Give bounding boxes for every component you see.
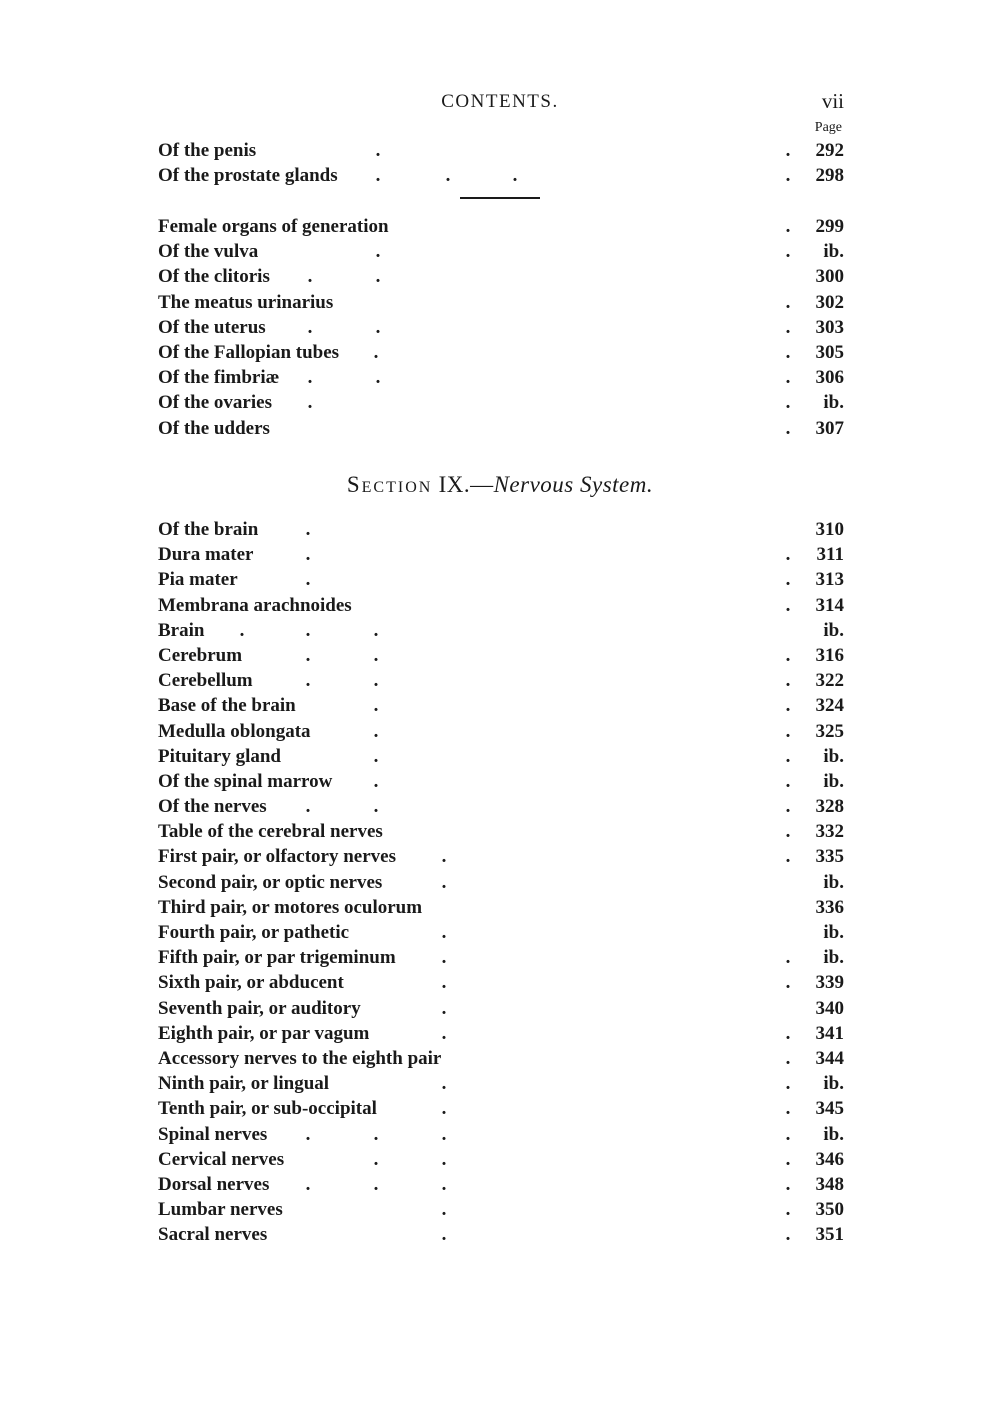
entry-label: Of the prostate glands xyxy=(158,165,338,187)
entry-page: 303 xyxy=(815,316,844,338)
entry-label: The meatus urinarius xyxy=(158,291,334,313)
contents-entry xyxy=(158,542,844,567)
entry-page: ib. xyxy=(823,392,844,414)
contents-entry xyxy=(158,870,844,895)
entry-page: ib. xyxy=(823,241,844,263)
leader-dot: . xyxy=(785,745,791,767)
leader-dot: . xyxy=(785,569,791,591)
entry-label: Of the uterus xyxy=(158,316,266,338)
leader-dot: . xyxy=(785,216,791,237)
contents-entry xyxy=(158,920,844,945)
entry-label: Sacral nerves xyxy=(158,1224,268,1246)
contents-entry xyxy=(158,593,844,618)
entry-label: Table of the cerebral nerves xyxy=(158,821,383,843)
entry-label: Eighth pair, or par vagum xyxy=(158,1022,370,1044)
leader-dot: . xyxy=(441,947,447,969)
entry-page: 299 xyxy=(815,216,844,237)
entry-page: ib. xyxy=(823,922,844,943)
leader-dot: . xyxy=(441,1073,447,1095)
contents-entry xyxy=(158,819,844,844)
entry-label: Pituitary gland xyxy=(158,745,281,767)
leader-dot: . xyxy=(373,720,379,742)
leader-dot: . xyxy=(373,670,379,692)
contents-entry xyxy=(158,844,844,869)
leader-dot: . xyxy=(785,796,791,818)
leader-dot: . xyxy=(785,417,791,439)
leader-dot: . xyxy=(305,1123,311,1145)
entry-label: Of the brain xyxy=(158,519,259,540)
leader-dot: . xyxy=(785,367,791,389)
page-column-label: Page xyxy=(814,120,842,135)
leader-dot: . xyxy=(785,1173,791,1195)
leader-dot: . xyxy=(785,316,791,338)
entry-page: 350 xyxy=(815,1199,844,1221)
contents-entry xyxy=(158,517,844,542)
entry-label: Fourth pair, or pathetic xyxy=(158,922,350,943)
leader-dot: . xyxy=(785,1123,791,1145)
entry-page: 351 xyxy=(815,1224,844,1246)
contents-entry xyxy=(158,340,844,365)
leader-dot: . xyxy=(305,796,311,818)
entry-page: 340 xyxy=(815,997,844,1019)
entry-label: Sixth pair, or abducent xyxy=(158,972,344,994)
contents-entry xyxy=(158,390,844,415)
contents-list-male-organs xyxy=(158,138,844,188)
leader-dot: . xyxy=(445,165,451,187)
entry-label: Dura mater xyxy=(158,544,254,566)
contents-entry xyxy=(158,239,844,264)
contents-entry xyxy=(158,163,844,188)
entry-label: Brain xyxy=(158,619,205,641)
leader-dot: . xyxy=(441,922,447,943)
entry-page: 292 xyxy=(815,140,844,161)
leader-dot: . xyxy=(441,1173,447,1195)
entry-page: 328 xyxy=(815,796,844,818)
leader-dot: . xyxy=(441,1098,447,1120)
leader-dot: . xyxy=(785,846,791,868)
leader-dot: . xyxy=(785,1047,791,1069)
leader-dot: . xyxy=(307,392,313,414)
leader-dot: . xyxy=(785,1199,791,1221)
leader-dot: . xyxy=(307,316,313,338)
entry-label: Seventh pair, or auditory xyxy=(158,997,361,1019)
leader-dot: . xyxy=(373,695,379,717)
entry-page: ib. xyxy=(823,1123,844,1145)
leader-dot: . xyxy=(307,367,313,389)
section-divider-rule xyxy=(460,197,540,199)
entry-page: 305 xyxy=(815,341,844,363)
leader-dot: . xyxy=(785,1224,791,1246)
leader-dot: . xyxy=(375,241,381,263)
entry-page: 346 xyxy=(815,1148,844,1170)
entry-label: Cervical nerves xyxy=(158,1148,285,1170)
contents-entry xyxy=(158,1147,844,1172)
contents-entry xyxy=(158,945,844,970)
leader-dot: . xyxy=(307,266,313,288)
leader-dot: . xyxy=(375,266,381,288)
contents-entry xyxy=(158,744,844,769)
leader-dot: . xyxy=(305,569,311,591)
leader-dot: . xyxy=(305,644,311,666)
entry-label: Of the spinal marrow xyxy=(158,770,333,792)
entry-label: Fifth pair, or par trigeminum xyxy=(158,947,396,969)
leader-dot: . xyxy=(785,1098,791,1120)
leader-dot: . xyxy=(305,670,311,692)
entry-label: Tenth pair, or sub-occipital xyxy=(158,1098,377,1120)
entry-page: 348 xyxy=(815,1173,844,1195)
leader-dot: . xyxy=(373,770,379,792)
leader-dot: . xyxy=(441,1123,447,1145)
entry-page: 332 xyxy=(815,821,844,843)
entry-page: ib. xyxy=(823,770,844,792)
entry-page: 298 xyxy=(815,165,844,187)
entry-label: Of the udders xyxy=(158,417,270,439)
leader-dot: . xyxy=(373,745,379,767)
entry-page: 324 xyxy=(815,695,844,717)
entry-page: ib. xyxy=(823,619,844,641)
contents-entry xyxy=(158,996,844,1021)
section-label: Section xyxy=(346,472,433,497)
contents-entry xyxy=(158,895,844,920)
leader-dot: . xyxy=(305,1173,311,1195)
leader-dot: . xyxy=(441,1224,447,1246)
entry-page: 316 xyxy=(815,644,844,666)
leader-dot: . xyxy=(785,720,791,742)
entry-page: 339 xyxy=(815,972,844,994)
leader-dot: . xyxy=(375,316,381,338)
entry-page: 322 xyxy=(815,670,844,692)
section-title: Nervous System. xyxy=(493,472,654,497)
leader-dot: . xyxy=(441,972,447,994)
leader-dot: . xyxy=(305,544,311,566)
entry-label: Cerebrum xyxy=(158,644,243,666)
section-dash: — xyxy=(470,472,494,497)
entry-label: Lumbar nerves xyxy=(158,1199,283,1221)
contents-entry xyxy=(158,1197,844,1222)
entry-label: Dorsal nerves xyxy=(158,1173,270,1195)
entry-page: ib. xyxy=(823,947,844,969)
entry-label: Base of the brain xyxy=(158,695,296,717)
leader-dot: . xyxy=(785,341,791,363)
entry-label: Second pair, or optic nerves xyxy=(158,871,383,893)
page-number: vii xyxy=(821,89,844,113)
leader-dot: . xyxy=(785,770,791,792)
leader-dot: . xyxy=(375,367,381,389)
entry-label: First pair, or olfactory nerves xyxy=(158,846,396,868)
leader-dot: . xyxy=(373,619,379,641)
contents-entry xyxy=(158,290,844,315)
contents-entry xyxy=(158,416,844,441)
leader-dot: . xyxy=(441,997,447,1019)
contents-entry xyxy=(158,567,844,592)
entry-label: Of the vulva xyxy=(158,241,259,263)
entry-label: Spinal nerves xyxy=(158,1123,268,1145)
entry-label: Of the fimbriæ xyxy=(158,367,280,389)
entry-page: 306 xyxy=(815,367,844,389)
entry-label: Female organs of generation xyxy=(158,216,389,237)
section-numeral: IX. xyxy=(438,472,471,497)
leader-dot: . xyxy=(373,644,379,666)
contents-entry xyxy=(158,668,844,693)
leader-dot: . xyxy=(512,165,518,187)
leader-dot: . xyxy=(441,871,447,893)
contents-entry xyxy=(158,643,844,668)
leader-dot: . xyxy=(785,1022,791,1044)
contents-list-nervous-system xyxy=(158,517,844,1247)
contents-entry xyxy=(158,1172,844,1197)
entry-label: Ninth pair, or lingual xyxy=(158,1073,330,1095)
entry-label: Third pair, or motores oculorum xyxy=(158,896,423,918)
leader-dot: . xyxy=(441,846,447,868)
leader-dot: . xyxy=(375,140,381,161)
contents-entry xyxy=(158,769,844,794)
entry-page: 314 xyxy=(815,594,844,616)
leader-dot: . xyxy=(373,341,379,363)
entry-label: Of the Fallopian tubes xyxy=(158,341,340,363)
leader-dot: . xyxy=(785,821,791,843)
leader-dot: . xyxy=(305,519,311,540)
entry-label: Of the penis xyxy=(158,140,257,161)
leader-dot: . xyxy=(375,165,381,187)
contents-entry xyxy=(158,1096,844,1121)
entry-page: ib. xyxy=(823,745,844,767)
contents-entry xyxy=(158,214,844,239)
leader-dot: . xyxy=(441,1022,447,1044)
contents-entry xyxy=(158,719,844,744)
entry-page: ib. xyxy=(823,871,844,893)
entry-label: Of the clitoris xyxy=(158,266,270,288)
leader-dot: . xyxy=(373,1173,379,1195)
contents-entry xyxy=(158,970,844,995)
entry-label: Of the nerves xyxy=(158,796,267,818)
entry-page: 336 xyxy=(815,896,844,918)
contents-entry xyxy=(158,1122,844,1147)
entry-page: 345 xyxy=(815,1098,844,1120)
leader-dot: . xyxy=(373,1123,379,1145)
leader-dot: . xyxy=(373,796,379,818)
entry-page: 341 xyxy=(815,1022,844,1044)
entry-page: 344 xyxy=(815,1047,844,1069)
entry-label: Medulla oblongata xyxy=(158,720,311,742)
running-header-title: CONTENTS. xyxy=(441,91,559,112)
contents-entry xyxy=(158,1046,844,1071)
contents-list-female-organs xyxy=(158,214,844,441)
leader-dot: . xyxy=(785,1148,791,1170)
leader-dot: . xyxy=(785,644,791,666)
entry-page: 300 xyxy=(815,266,844,288)
leader-dot: . xyxy=(441,1148,447,1170)
leader-dot: . xyxy=(785,544,791,566)
entry-label: Pia mater xyxy=(158,569,238,591)
contents-entry xyxy=(158,693,844,718)
leader-dot: . xyxy=(785,972,791,994)
entry-label: Accessory nerves to the eighth pair xyxy=(158,1047,442,1069)
entry-page: 313 xyxy=(815,569,844,591)
section-heading xyxy=(0,472,1000,498)
contents-entry xyxy=(158,618,844,643)
leader-dot: . xyxy=(305,619,311,641)
leader-dot: . xyxy=(785,140,791,161)
entry-page: 335 xyxy=(815,846,844,868)
entry-page: 307 xyxy=(815,417,844,439)
leader-dot: . xyxy=(785,1073,791,1095)
contents-entry xyxy=(158,264,844,289)
contents-entry xyxy=(158,365,844,390)
leader-dot: . xyxy=(785,241,791,263)
entry-label: Cerebellum xyxy=(158,670,253,692)
contents-entry xyxy=(158,138,844,163)
entry-page: 325 xyxy=(815,720,844,742)
leader-dot: . xyxy=(785,670,791,692)
leader-dot: . xyxy=(785,165,791,187)
leader-dot: . xyxy=(785,594,791,616)
leader-dot: . xyxy=(373,1148,379,1170)
contents-entry xyxy=(158,1071,844,1096)
leader-dot: . xyxy=(785,695,791,717)
entry-label: Membrana arachnoides xyxy=(158,594,352,616)
contents-entry xyxy=(158,1021,844,1046)
leader-dot: . xyxy=(785,947,791,969)
entry-page: 311 xyxy=(816,544,844,566)
entry-page: 310 xyxy=(815,519,844,540)
leader-dot: . xyxy=(785,392,791,414)
leader-dot: . xyxy=(441,1199,447,1221)
contents-entry xyxy=(158,794,844,819)
leader-dot: . xyxy=(239,619,245,641)
contents-entry xyxy=(158,1222,844,1247)
entry-page: ib. xyxy=(823,1073,844,1095)
entry-page: 302 xyxy=(815,291,844,313)
leader-dot: . xyxy=(785,291,791,313)
entry-label: Of the ovaries xyxy=(158,392,272,414)
contents-entry xyxy=(158,315,844,340)
